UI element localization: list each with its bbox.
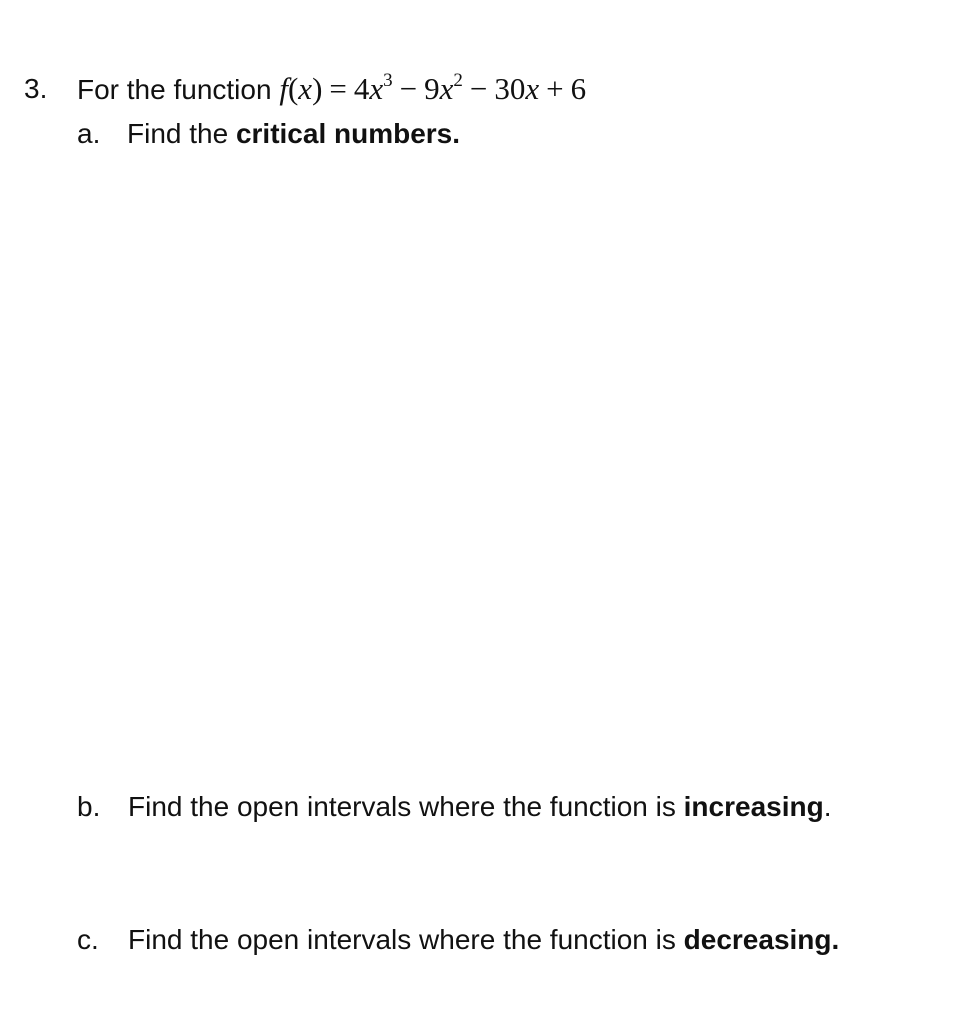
part-c-prefix: Find the open intervals where the function is (128, 924, 684, 955)
part-c-text (128, 922, 839, 958)
term2-coefficient: 9 (424, 71, 440, 106)
part-a-prefix: Find the (127, 118, 236, 149)
minus-sign-2: − (469, 71, 488, 106)
question-prompt-line (77, 71, 586, 108)
function-name: f (279, 71, 288, 106)
part-a-period: . (452, 118, 461, 149)
term1-variable: x (369, 71, 384, 106)
part-a-bold: critical numbers (235, 118, 453, 149)
question-prompt: For the function (77, 74, 272, 105)
part-b-bold: increasing (683, 791, 824, 822)
part-c-period: . (831, 924, 840, 955)
part-b-prefix: Find the open intervals where the function is (128, 791, 684, 822)
part-b-label: b. (77, 791, 101, 822)
part-c-bold: decreasing (683, 924, 832, 955)
term1-coefficient: 4 (353, 71, 370, 106)
part-b-period: . (823, 791, 832, 822)
term3-variable: x (525, 71, 540, 106)
function-variable: x (298, 71, 313, 106)
term2-exponent: 2 (453, 70, 463, 91)
term3-coefficient: 30 (494, 71, 526, 106)
minus-sign-1: − (399, 71, 418, 106)
constant-term: 6 (570, 71, 587, 106)
function-close-paren: ) (312, 71, 323, 106)
function-open-paren: ( (287, 71, 299, 106)
part-a-label: a. (77, 118, 101, 149)
term2-variable: x (439, 71, 454, 106)
term1-exponent: 3 (383, 70, 393, 91)
function-expression (279, 71, 586, 106)
part-b-text (128, 789, 832, 825)
part-a-text (127, 116, 460, 152)
part-c-label: c. (77, 924, 99, 955)
question-number: 3. (24, 73, 48, 104)
plus-sign: + (546, 71, 564, 106)
equals-sign: = (329, 71, 347, 106)
